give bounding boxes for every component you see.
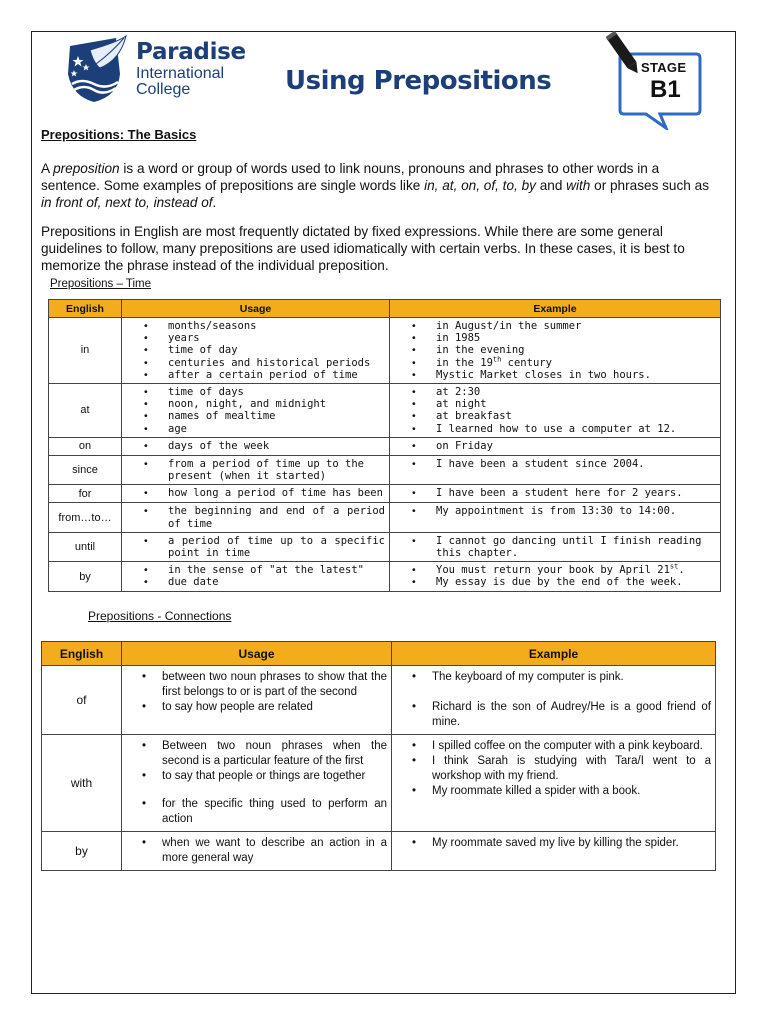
list-item: • time of day (122, 344, 385, 356)
list-item: • years (122, 332, 385, 344)
table-row (49, 562, 721, 592)
header-usage: Usage (122, 300, 390, 318)
list-item: • for the specific thing used to perform an action (122, 797, 387, 827)
table-row (49, 318, 721, 384)
list-item: • Mystic Market closes in two hours. (390, 369, 716, 381)
table-row (42, 832, 716, 871)
usage-cell (122, 832, 392, 871)
header-english: English (49, 300, 122, 318)
example-cell (390, 485, 721, 503)
list-item: • at breakfast (390, 410, 716, 422)
list-item: • I learned how to use a computer at 12. (390, 423, 716, 435)
list-item: • I cannot go dancing until I finish reading this chapter. (390, 535, 716, 559)
list-item: • names of mealtime (122, 410, 385, 422)
brand-line-college: College (136, 81, 191, 98)
list-item: • I have been a student here for 2 years. (390, 487, 716, 499)
table-row (49, 456, 721, 485)
example-cell (390, 384, 721, 438)
table-row (42, 735, 716, 832)
list-item: • Richard is the son of Audrey/He is a good friend of mine. (392, 700, 711, 730)
list-item: • My appointment is from 13:30 to 14:00. (390, 505, 716, 517)
list-item: • in the sense of "at the latest" (122, 564, 385, 576)
list-item: • between two noun phrases to show that the first belongs to or is part of the second (122, 670, 387, 700)
table-header-row (42, 642, 716, 666)
list-item: • days of the week (122, 440, 385, 452)
table-row (49, 438, 721, 456)
list-item: • months/seasons (122, 320, 385, 332)
intro-paragraph-2: Prepositions in English are most frequently dictated by fixed expressions. While there are some general guidelines to follow, many prepositions are used idiomatically with certain verbs. In these cases, it is best to memorize the phrase instead of the individual preposition. (41, 224, 685, 273)
list-item: • after a certain period of time (122, 369, 385, 381)
list-item: • Between two noun phrases when the second is a particular feature of the first (122, 739, 387, 769)
example-cell (390, 318, 721, 384)
english-cell: at (49, 384, 122, 438)
college-badge-icon (60, 34, 130, 104)
table-row (49, 532, 721, 561)
list-item: • I think Sarah is studying with Tara/I went to a workshop with my friend. (392, 754, 711, 784)
list-item: • I spilled coffee on the computer with a pink keyboard. (392, 739, 711, 754)
list-item: • in 1985 (390, 332, 716, 344)
example-cell (392, 666, 716, 735)
list-item: • My roommate saved my live by killing the spider. (392, 836, 711, 851)
list-item: • how long a period of time has been (122, 487, 385, 499)
usage-cell (122, 456, 390, 485)
usage-cell (122, 503, 390, 532)
table-row (49, 384, 721, 438)
list-item: • time of days (122, 386, 385, 398)
example-cell (392, 735, 716, 832)
list-item: • due date (122, 576, 385, 588)
example-cell (392, 832, 716, 871)
english-cell: with (42, 735, 122, 832)
example-cell (390, 562, 721, 592)
brand-name: Paradise (136, 39, 246, 65)
header-english: English (42, 642, 122, 666)
list-item: • in the 19th century (390, 357, 716, 369)
list-item: • centuries and historical periods (122, 357, 385, 369)
list-item: • My roommate killed a spider with a book. (392, 784, 711, 799)
list-item: • I have been a student since 2004. (390, 458, 716, 470)
header-example: Example (390, 300, 721, 318)
list-item: • My essay is due by the end of the week. (390, 576, 716, 588)
english-cell: on (49, 438, 122, 456)
list-item: • to say how people are related (122, 700, 387, 715)
english-cell: in (49, 318, 122, 384)
usage-cell (122, 666, 392, 735)
english-cell: for (49, 485, 122, 503)
list-item: • in August/in the summer (390, 320, 716, 332)
connection-prepositions-table (41, 641, 716, 871)
table-row (42, 666, 716, 735)
english-cell: of (42, 666, 122, 735)
list-item: • noon, night, and midnight (122, 398, 385, 410)
example-cell (390, 438, 721, 456)
list-item: • at 2:30 (390, 386, 716, 398)
english-cell: by (49, 562, 122, 592)
list-item: • from a period of time up to the present (when it started) (122, 458, 385, 482)
list-item: • in the evening (390, 344, 716, 356)
table-row (49, 485, 721, 503)
intro-paragraph-1: A preposition is a word or group of words used to link nouns, pronouns and phrases to other words in a sentence. Some examples of prepositions are single words like in, at, on, of, to, by and with or phrases such as in front of, next to, instead of. (41, 161, 709, 210)
time-prepositions-table (48, 299, 721, 592)
usage-cell (122, 485, 390, 503)
usage-cell (122, 735, 392, 832)
list-item: • the beginning and end of a period of time (122, 505, 385, 529)
list-item: • on Friday (390, 440, 716, 452)
stage-label: STAGE (641, 60, 687, 75)
section-heading-basics: Prepositions: The Basics (41, 127, 197, 142)
list-item: • You must return your book by April 21st. (390, 564, 716, 576)
example-cell (390, 456, 721, 485)
connections-table-caption: Prepositions - Connections (88, 609, 232, 623)
page-title: Using Prepositions (285, 66, 552, 96)
list-item: • age (122, 423, 385, 435)
table-header-row (49, 300, 721, 318)
list-item: • The keyboard of my computer is pink. (392, 670, 711, 685)
usage-cell (122, 318, 390, 384)
list-item: • at night (390, 398, 716, 410)
time-table-caption: Prepositions – Time (50, 278, 151, 290)
english-cell: from…to… (49, 503, 122, 532)
list-item: • a period of time up to a specific point in time (122, 535, 385, 559)
list-item: • to say that people or things are together (122, 769, 387, 784)
table-row (49, 503, 721, 532)
english-cell: by (42, 832, 122, 871)
usage-cell (122, 532, 390, 561)
english-cell: until (49, 532, 122, 561)
english-cell: since (49, 456, 122, 485)
header-example: Example (392, 642, 716, 666)
usage-cell (122, 438, 390, 456)
college-logo (60, 34, 260, 104)
example-cell (390, 532, 721, 561)
header-usage: Usage (122, 642, 392, 666)
stage-level: B1 (650, 76, 681, 103)
list-item: • when we want to describe an action in a more general way (122, 836, 387, 866)
brand-line-international: International (136, 65, 225, 82)
example-cell (390, 503, 721, 532)
usage-cell (122, 384, 390, 438)
usage-cell (122, 562, 390, 592)
